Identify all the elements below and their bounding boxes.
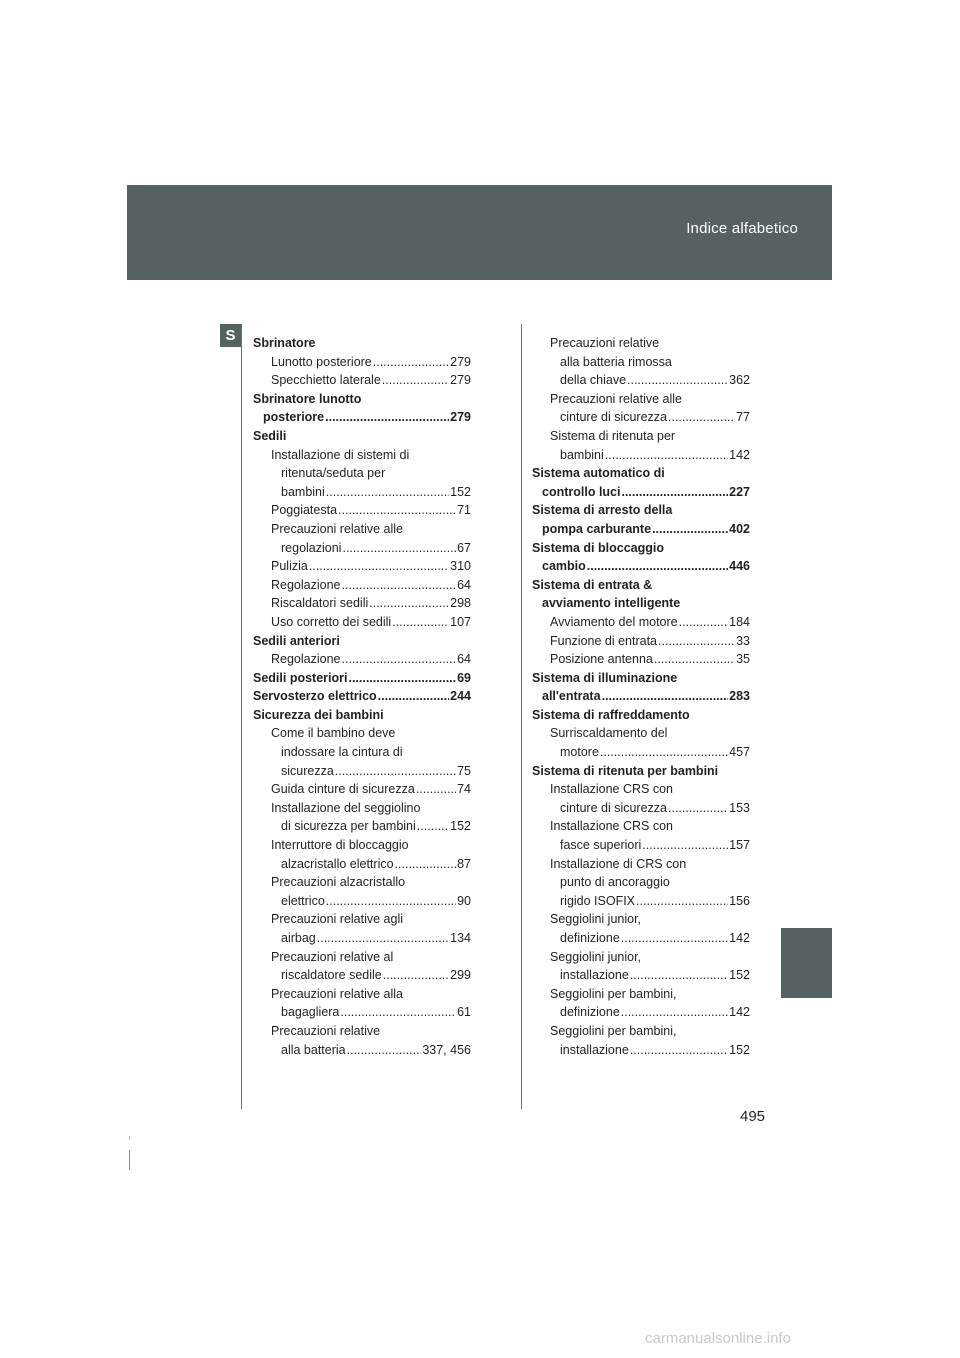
dot-leader — [309, 557, 449, 576]
dot-leader — [342, 539, 456, 558]
entry-text: Riscaldatori sedili — [271, 596, 369, 611]
entry-page-ref: 107 — [450, 614, 471, 629]
index-entry — [532, 650, 750, 669]
entry-page-ref: 61 — [457, 1005, 471, 1020]
entry-text: Sbrinatore lunotto — [253, 391, 362, 406]
entry-page-ref: 457 — [729, 745, 750, 760]
entry-text: Surriscaldamento del — [550, 726, 668, 741]
dot-leader — [382, 371, 449, 390]
entry-text: Sistema di ritenuta per bambini — [532, 763, 719, 778]
index-entry — [532, 762, 750, 781]
entry-text: Guida cinture di sicurezza — [271, 782, 415, 797]
entry-page-ref: 279 — [450, 410, 471, 425]
index-entry — [532, 464, 750, 501]
entry-page-ref: 64 — [457, 652, 471, 667]
entry-text: Installazione CRS con — [550, 782, 673, 797]
index-entry-line — [532, 836, 750, 855]
index-entry — [532, 632, 750, 651]
dot-leader — [348, 669, 456, 688]
index-entry — [253, 501, 471, 520]
entry-page-ref: 279 — [450, 354, 471, 369]
entry-text: Sistema automatico di — [532, 466, 665, 481]
index-entry-line — [253, 929, 471, 948]
index-column-left — [253, 334, 471, 1059]
dot-leader — [630, 1041, 728, 1060]
index-entry-line — [253, 687, 471, 706]
dot-leader — [325, 408, 449, 427]
index-entry-line — [253, 1041, 471, 1060]
dot-leader — [621, 929, 728, 948]
entry-text: riscaldatore sedile — [281, 968, 382, 983]
index-entry-line — [253, 408, 471, 427]
entry-text: Seggiolini per bambini, — [550, 986, 677, 1001]
index-entry — [253, 650, 471, 669]
index-entry-line — [532, 408, 750, 427]
dot-leader — [621, 483, 728, 502]
index-entry — [253, 780, 471, 799]
dot-leader — [668, 408, 735, 427]
entry-text: Seggiolini junior, — [550, 949, 642, 964]
entry-page-ref: 33 — [736, 633, 750, 648]
entry-text: Sedili — [253, 428, 287, 443]
dot-leader — [658, 632, 735, 651]
index-entry-line — [253, 594, 471, 613]
entry-text: Specchietto laterale — [271, 373, 381, 388]
entry-text: motore — [560, 745, 599, 760]
index-entry — [253, 873, 471, 910]
index-entry — [253, 353, 471, 372]
index-entry-line — [532, 1041, 750, 1060]
entry-text: Servosterzo elettrico — [253, 689, 377, 704]
entry-text: Sistema di raffreddamento — [532, 707, 690, 722]
crop-mark — [129, 1150, 130, 1170]
index-entry-line — [253, 817, 471, 836]
entry-text: punto di ancoraggio — [560, 875, 670, 890]
index-entry-line — [532, 613, 750, 632]
entry-text: Regolazione — [271, 577, 341, 592]
index-entry-line — [253, 576, 471, 595]
entry-text: Sicurezza dei bambini — [253, 707, 384, 722]
entry-page-ref: 362 — [729, 373, 750, 388]
dot-leader — [335, 762, 456, 781]
index-entry — [253, 948, 471, 985]
entry-text: rigido ISOFIX — [560, 893, 636, 908]
entry-text: bambini — [281, 484, 325, 499]
entry-page-ref: 337, 456 — [422, 1042, 471, 1057]
index-entry-line — [532, 632, 750, 651]
entry-page-ref: 134 — [450, 931, 471, 945]
dot-leader — [668, 799, 728, 818]
index-entry — [532, 910, 750, 947]
entry-page-ref: 142 — [729, 447, 750, 462]
header-title: Indice alfabetico — [686, 220, 798, 237]
index-entry — [253, 557, 471, 576]
entry-page-ref: 69 — [457, 670, 471, 685]
entry-text: posteriore — [263, 410, 325, 425]
entry-page-ref: 142 — [729, 1005, 750, 1020]
entry-text: indossare la cintura di — [281, 745, 403, 760]
entry-text: Installazione del seggiolino — [271, 800, 421, 815]
entry-text: Posizione antenna — [550, 652, 653, 667]
index-entry-line — [532, 892, 750, 911]
index-entry-line — [532, 371, 750, 390]
column-divider-left — [241, 324, 242, 1109]
dot-leader — [395, 855, 457, 874]
dot-leader — [342, 576, 457, 595]
entry-page-ref: 87 — [457, 856, 471, 871]
index-entry-line — [253, 501, 471, 520]
dot-leader — [587, 557, 728, 576]
entry-text: ritenuta/seduta per — [281, 466, 386, 481]
index-entry — [532, 706, 750, 725]
dot-leader — [326, 892, 456, 911]
entry-text: Precauzioni alzacristallo — [271, 875, 406, 890]
entry-page-ref: 71 — [457, 503, 471, 518]
entry-text: Precauzioni relative alla — [271, 986, 404, 1001]
index-entry — [253, 632, 471, 651]
index-entry — [532, 613, 750, 632]
entry-text: Lunotto posteriore — [271, 354, 372, 369]
index-entry-line — [253, 1003, 471, 1022]
dot-leader — [340, 1003, 456, 1022]
index-entry — [532, 427, 750, 464]
entry-text: cambio — [542, 559, 586, 574]
index-entry-line — [253, 669, 471, 688]
entry-text: Seggiolini junior, — [550, 912, 642, 927]
index-entry-line — [253, 855, 471, 874]
entry-page-ref: 64 — [457, 577, 471, 592]
index-entry-line — [532, 1003, 750, 1022]
index-entry — [253, 520, 471, 557]
index-entry — [253, 446, 471, 502]
entry-page-ref: 77 — [736, 410, 750, 425]
index-entry-line — [532, 799, 750, 818]
entry-text: alzacristallo elettrico — [281, 856, 394, 871]
index-entry-line — [532, 966, 750, 985]
entry-page-ref: 75 — [457, 763, 471, 778]
index-entry — [532, 576, 750, 613]
entry-text: elettrico — [281, 893, 325, 908]
entry-page-ref: 299 — [450, 968, 471, 983]
dot-leader — [654, 650, 735, 669]
index-entry — [253, 799, 471, 836]
dot-leader — [602, 687, 729, 706]
dot-leader — [600, 743, 728, 762]
index-entry — [253, 669, 471, 688]
index-entry-line — [532, 520, 750, 539]
entry-text: Funzione di entrata — [550, 633, 658, 648]
index-entry — [532, 948, 750, 985]
dot-leader — [317, 929, 449, 948]
entry-text: Interruttore di bloccaggio — [271, 838, 409, 853]
entry-text: Precauzioni relative agli — [271, 912, 404, 927]
entry-text: pompa carburante — [542, 521, 652, 536]
index-entry — [253, 687, 471, 706]
entry-text: Sistema di bloccaggio — [532, 540, 664, 555]
watermark: carmanualsonline.info — [645, 1330, 791, 1347]
entry-text: Installazione di sistemi di — [271, 447, 410, 462]
entry-page-ref: 184 — [729, 614, 750, 629]
index-entry-line — [253, 966, 471, 985]
index-entry-line — [253, 371, 471, 390]
entry-page-ref: 279 — [450, 373, 471, 388]
index-entry-line — [253, 780, 471, 799]
dot-leader — [378, 687, 449, 706]
index-entry — [253, 985, 471, 1022]
entry-text: Avviamento del motore — [550, 614, 678, 629]
index-entry-line — [253, 483, 471, 502]
index-entry — [532, 390, 750, 427]
index-entry-line — [253, 539, 471, 558]
index-entry — [532, 539, 750, 576]
entry-page-ref: 227 — [729, 484, 750, 499]
index-entry — [253, 334, 471, 353]
entry-text: Sistema di entrata & — [532, 577, 653, 592]
entry-text: Installazione di CRS con — [550, 856, 687, 871]
entry-text: sicurezza — [281, 763, 334, 778]
index-entry — [532, 501, 750, 538]
entry-text: Precauzioni relative — [550, 336, 660, 350]
entry-page-ref: 142 — [729, 931, 750, 945]
index-entry — [253, 910, 471, 947]
index-entry-line — [253, 650, 471, 669]
index-entry-line — [532, 687, 750, 706]
entry-text: Sistema di illuminazione — [532, 670, 678, 685]
crop-mark — [129, 1136, 130, 1139]
index-entry-line — [532, 929, 750, 948]
entry-text: Precauzioni relative alle — [550, 391, 683, 406]
dot-leader — [630, 966, 728, 985]
entry-text: Sbrinatore — [253, 336, 316, 350]
entry-text: Regolazione — [271, 652, 341, 667]
index-entry — [532, 669, 750, 706]
index-entry-line — [253, 762, 471, 781]
index-entry — [253, 836, 471, 873]
index-entry-line — [532, 483, 750, 502]
entry-page-ref: 67 — [457, 540, 471, 555]
index-entry — [532, 780, 750, 817]
entry-page-ref: 74 — [457, 782, 471, 797]
index-entry-line — [532, 446, 750, 465]
index-entry — [253, 613, 471, 632]
entry-page-ref: 90 — [457, 893, 471, 908]
entry-text: della chiave — [560, 373, 627, 388]
entry-text: all'entrata — [542, 689, 601, 704]
index-entry — [532, 1022, 750, 1059]
entry-page-ref: 152 — [729, 1042, 750, 1057]
section-letter-tab: S — [220, 324, 241, 347]
entry-page-ref: 310 — [450, 559, 471, 574]
entry-page-ref: 402 — [729, 521, 750, 536]
entry-page-ref: 157 — [729, 838, 750, 853]
entry-text: definizione — [560, 1005, 620, 1020]
entry-text: Pulizia — [271, 559, 308, 574]
dot-leader — [369, 594, 449, 613]
entry-text: alla batteria — [281, 1042, 346, 1057]
index-entry — [532, 817, 750, 854]
entry-page-ref: 35 — [736, 652, 750, 667]
entry-page-ref: 152 — [450, 484, 471, 499]
dot-leader — [679, 613, 729, 632]
entry-text: installazione — [560, 1042, 629, 1057]
dot-leader — [383, 966, 449, 985]
entry-text: alla batteria rimossa — [560, 354, 672, 369]
index-entry-line — [532, 743, 750, 762]
entry-page-ref: 446 — [729, 559, 750, 574]
entry-text: Sedili anteriori — [253, 633, 340, 648]
index-entry-line — [253, 892, 471, 911]
entry-text: cinture di sicurezza — [560, 410, 667, 425]
page-number: 495 — [740, 1108, 766, 1125]
entry-text: Precauzioni relative — [271, 1023, 381, 1038]
dot-leader — [417, 817, 449, 836]
index-entry-line — [253, 557, 471, 576]
index-entry — [532, 985, 750, 1022]
index-entry — [253, 427, 471, 446]
index-entry — [532, 855, 750, 911]
index-entry — [532, 334, 750, 390]
entry-text: avviamento intelligente — [542, 596, 681, 611]
entry-text: installazione — [560, 968, 629, 983]
entry-text: controllo luci — [542, 484, 621, 499]
entry-text: regolazioni — [281, 540, 342, 555]
dot-leader — [326, 483, 449, 502]
index-entry — [253, 390, 471, 427]
dot-leader — [373, 353, 449, 372]
index-entry-line — [532, 650, 750, 669]
dot-leader — [652, 520, 728, 539]
entry-text: Sistema di ritenuta per — [550, 428, 676, 443]
entry-text: Precauzioni relative alle — [271, 521, 404, 536]
entry-text: bagagliera — [281, 1005, 340, 1020]
index-entry — [532, 724, 750, 761]
index-column-right — [532, 334, 750, 1059]
dot-leader — [347, 1041, 422, 1060]
entry-text: Installazione CRS con — [550, 819, 673, 834]
entry-page-ref: 152 — [450, 819, 471, 834]
index-entry — [253, 371, 471, 390]
entry-text: fasce superiori — [560, 838, 642, 853]
index-entry — [253, 1022, 471, 1059]
dot-leader — [342, 650, 457, 669]
entry-text: Poggiatesta — [271, 503, 338, 518]
entry-text: bambini — [560, 447, 604, 462]
entry-text: di sicurezza per bambini — [281, 819, 416, 834]
side-thumb-tab — [781, 928, 832, 998]
entry-text: cinture di sicurezza — [560, 800, 667, 815]
dot-leader — [642, 836, 728, 855]
entry-text: Uso corretto dei sedili — [271, 614, 392, 629]
entry-page-ref: 153 — [729, 800, 750, 815]
dot-leader — [338, 501, 456, 520]
entry-page-ref: 283 — [729, 689, 750, 704]
dot-leader — [627, 371, 728, 390]
dot-leader — [621, 1003, 728, 1022]
index-entry — [253, 724, 471, 780]
dot-leader — [416, 780, 456, 799]
index-entry — [253, 576, 471, 595]
index-entry-line — [253, 613, 471, 632]
entry-text: Precauzioni relative al — [271, 949, 394, 964]
entry-text: definizione — [560, 931, 620, 945]
dot-leader — [392, 613, 449, 632]
entry-text: Come il bambino deve — [271, 726, 396, 741]
entry-text: Sedili posteriori — [253, 670, 348, 685]
dot-leader — [636, 892, 728, 911]
dot-leader — [605, 446, 728, 465]
entry-text: airbag — [281, 931, 316, 945]
entry-text: Seggiolini per bambini, — [550, 1023, 677, 1038]
index-entry — [253, 594, 471, 613]
index-entry — [253, 706, 471, 725]
entry-page-ref: 244 — [450, 689, 471, 704]
entry-page-ref: 156 — [729, 893, 750, 908]
index-entry-line — [532, 557, 750, 576]
entry-page-ref: 298 — [450, 596, 471, 611]
column-divider-middle — [521, 324, 522, 1109]
entry-page-ref: 152 — [729, 968, 750, 983]
entry-text: Sistema di arresto della — [532, 503, 673, 518]
index-entry-line — [253, 353, 471, 372]
